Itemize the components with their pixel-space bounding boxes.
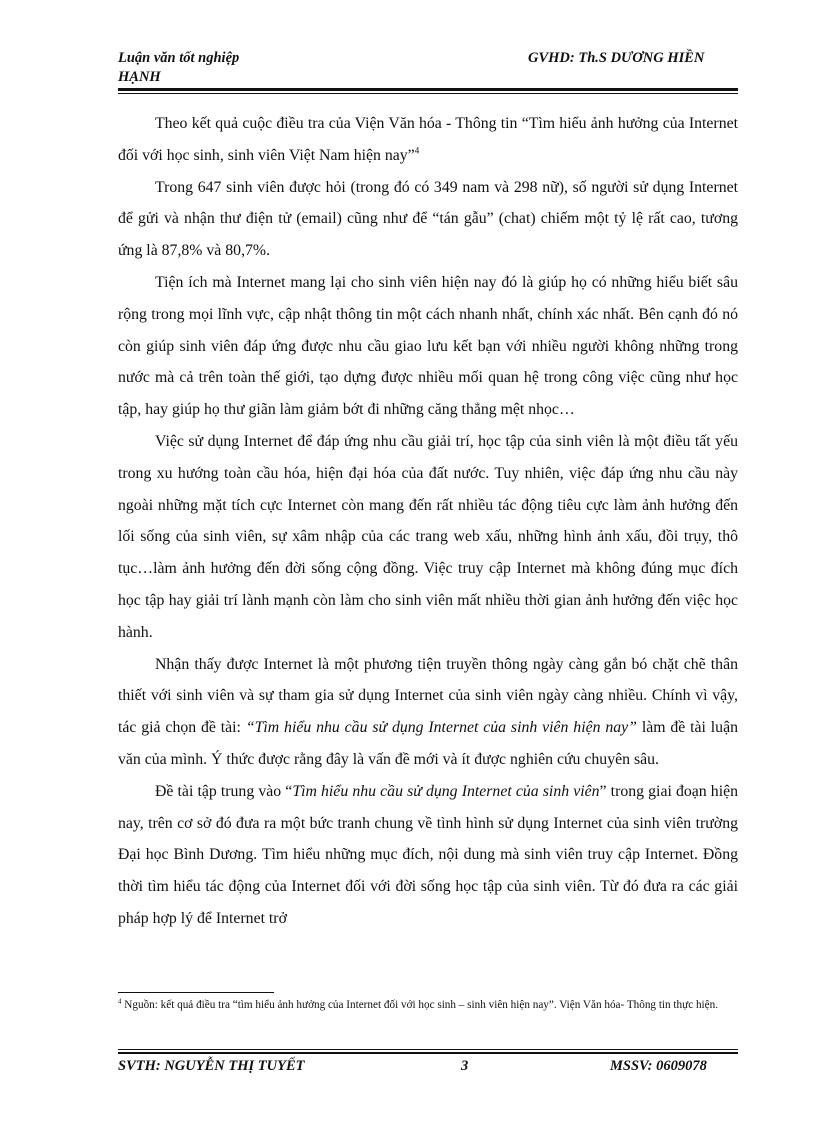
footer-rule-thin (118, 1049, 738, 1050)
paragraph-2: Trong 647 sinh viên được hỏi (trong đó có 349 nam và 298 nữ), số người sử dụng Internet để gửi và nhận thư điện tử (email) cũng như để “tán gẫu” (chat) chiếm một tỷ lệ rất cao, tương ứng là 87,8% và 80,7%. (118, 178, 738, 260)
header-thesis-title (118, 49, 418, 87)
footer-rule-thick (118, 1052, 738, 1054)
footnote-reference: 4 (414, 145, 420, 156)
header-rule-thick (118, 88, 738, 91)
paragraph-1-text: Theo kết quả cuộc điều tra của Viện Văn hóa - Thông tin “Tìm hiểu ảnh hưởng của Internet đối với học sinh, sinh viên Việt Nam hiện nay” (118, 115, 738, 164)
page-body (118, 108, 738, 935)
header-advisor: GVHD: Th.S DƯƠNG HIỀN (528, 50, 705, 66)
paragraph-3: Tiện ích mà Internet mang lại cho sinh viên hiện nay đó là giúp họ có những hiểu biết sâu rộng trong mọi lĩnh vực, cập nhật thông tin một cách nhanh nhất, chính xác nhất. Bên cạnh đó nó còn giúp sinh viên đáp ứng được nhu cầu giao lưu kết bạn với nhiều người không những trong nước mà cả trên toàn thế giới, tạo dựng được nhiều mối quan hệ trong công việc cũng như học tập, hay giúp họ thư giãn làm giảm bớt đi những căng thẳng mệt nhọc… (118, 273, 738, 419)
footnote-text: Nguồn: kết quả điều tra “tìm hiểu ảnh hưởng của Internet đối với học sinh – sinh viên hiện nay”. Viện Văn hóa- Thông tin thực hiện. (121, 999, 719, 1011)
paragraph-5-text-a: Nhận thấy được Internet là một phương tiện truyền thông ngày càng gắn bó chặt chẽ thân thiết với sinh viên và sự tham gia sử dụng Internet của sinh viên ngày càng nhiều. Chính vì vậy, tác giả chọn đề tài: (118, 655, 738, 737)
paragraph-6-text-b: ” trong giai đoạn hiện nay, trên cơ sở đó đưa ra một bức tranh chung về tình hình sử dụng Internet của sinh viên trường Đại học Bình Dương. Tìm hiểu những mục đích, nội dung mà sinh viên truy cập Internet. Đồng thời tìm hiểu tác động của Internet đối với đời sống học tập của sinh viên. Từ đó đưa ra các giải pháp hợp lý để Internet trở (118, 782, 738, 927)
paragraph-1 (118, 108, 738, 172)
paragraph-6-text-a: Đề tài tập trung vào “ (155, 782, 293, 800)
paragraph-5-text-b: làm đề tài luận văn của mình. Ý thức được rằng đây là vấn đề mới và ít được nghiên cứu chuyên sâu. (118, 719, 738, 768)
header-title-line2: HẠNH (118, 69, 161, 85)
page-number: 3 (461, 1058, 469, 1074)
paragraph-6-topic-title: Tìm hiểu nhu cầu sử dụng Internet của sinh viên (292, 782, 600, 800)
footnote-mark: 4 (118, 997, 122, 1006)
paragraph-5-topic-title: “Tìm hiểu nhu cầu sử dụng Internet của sinh viên hiện nay” (245, 719, 637, 737)
paragraph-5 (118, 649, 738, 776)
footer-student-name: SVTH: NGUYỄN THỊ TUYẾT (118, 1058, 305, 1074)
footnote-separator (118, 992, 274, 993)
header-title-line1: Luận văn tốt nghiệp (118, 50, 240, 66)
paragraph-4: Việc sử dụng Internet để đáp ứng nhu cầu giải trí, học tập của sinh viên là một điều tất yếu trong xu hướng toàn cầu hóa, hiện đại hóa của đất nước. Tuy nhiên, việc đáp ứng nhu cầu này ngoài những mặt tích cực Internet còn mang đến rất nhiều tác động tiêu cực làm ảnh hưởng đến lối sống của sinh viên, sự xâm nhập của các trang web xấu, những hình ảnh xấu, đồi trụy, thô tục…làm ảnh hưởng đến đời sống cộng đồng. Việc truy cập Internet mà không đúng mục đích học tập hay giải trí lành mạnh còn làm cho sinh viên mất nhiều thời gian ảnh hưởng đến việc học hành. (118, 432, 738, 641)
header-rule-thin (118, 93, 738, 94)
footer-student-id: MSSV: 0609078 (610, 1058, 707, 1074)
footnote (118, 997, 738, 1013)
paragraph-6 (118, 776, 738, 935)
